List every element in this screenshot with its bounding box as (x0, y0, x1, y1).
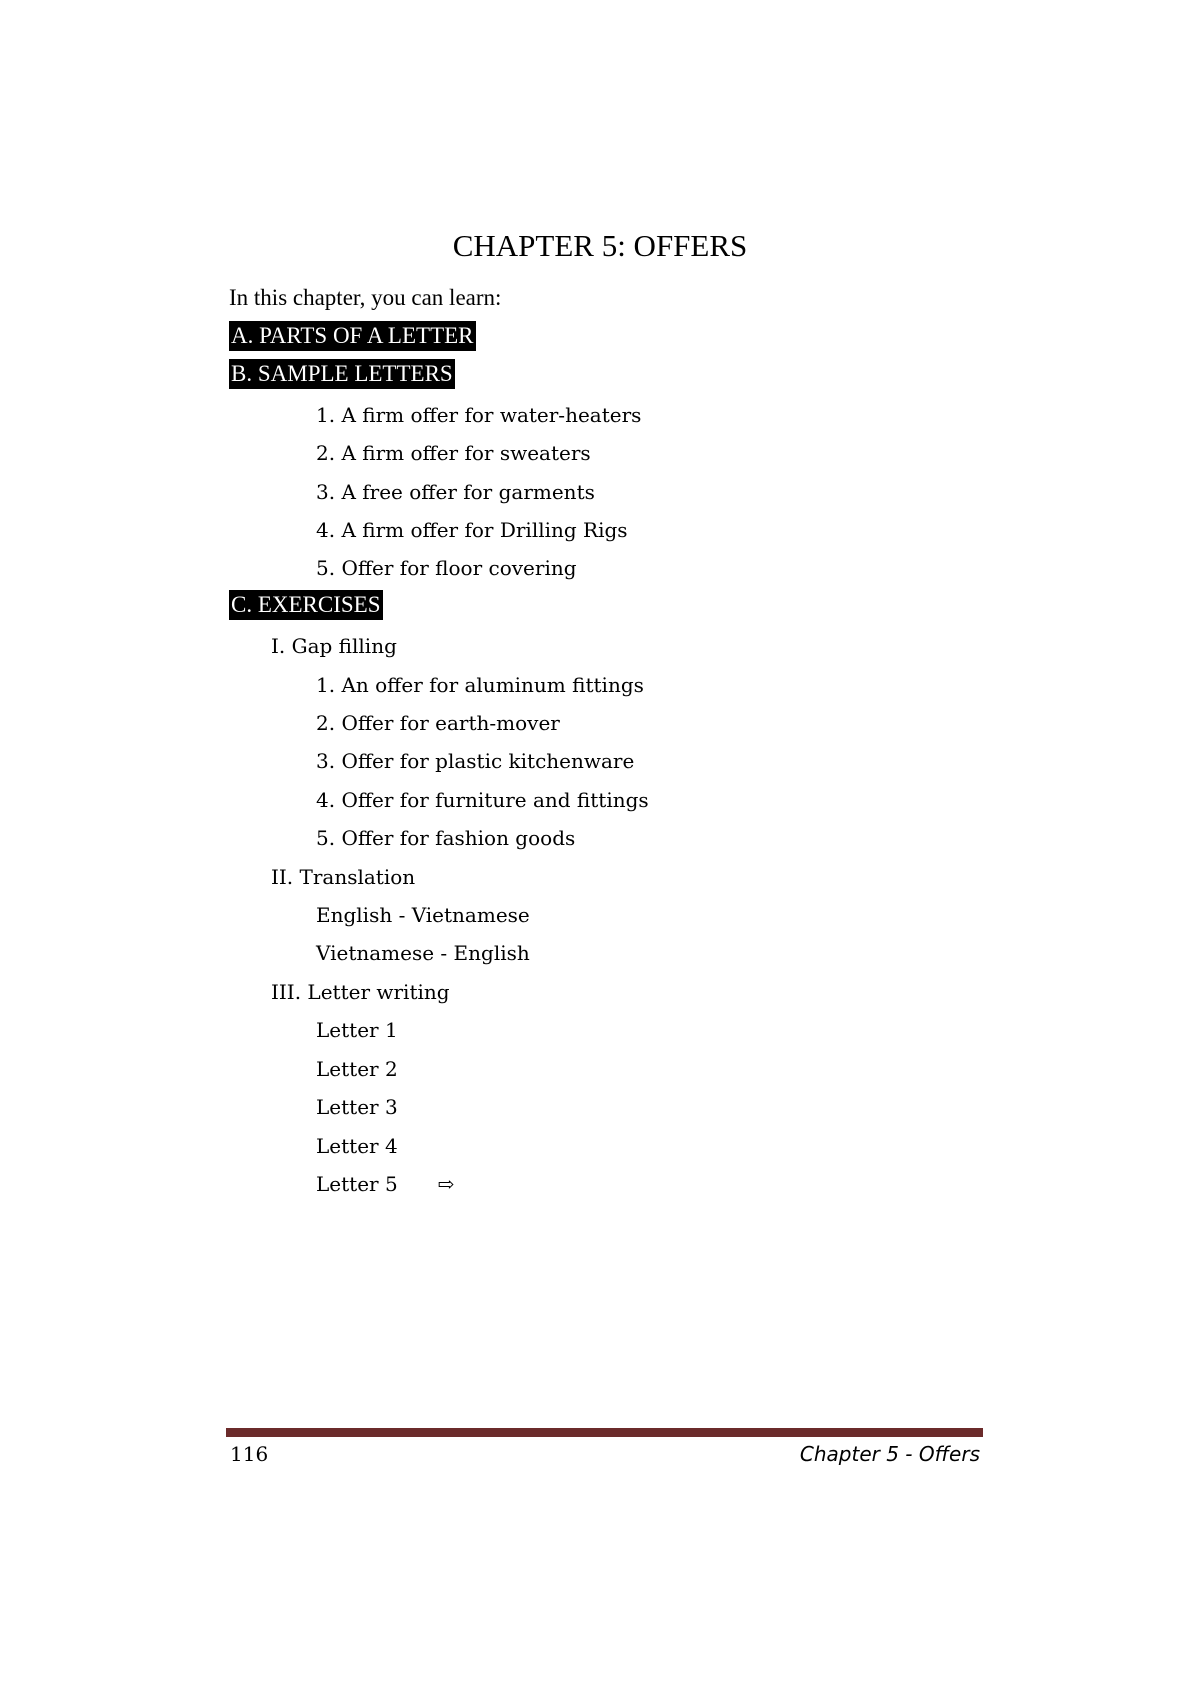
toc-item-gap-filling-2[interactable]: 2. Offer for earth-mover (316, 711, 560, 735)
toc-item-sample-letter-4[interactable]: 4. A firm offer for Drilling Rigs (316, 518, 628, 542)
toc-item-letter-3[interactable]: Letter 3 (316, 1095, 398, 1119)
page-number: 116 (230, 1442, 269, 1466)
section-heading-parts-of-a-letter[interactable]: A. PARTS OF A LETTER (229, 321, 476, 351)
toc-item-letter-2[interactable]: Letter 2 (316, 1057, 398, 1081)
chapter-title: CHAPTER 5: OFFERS (452, 228, 748, 263)
toc-item-gap-filling-4[interactable]: 4. Offer for furniture and fittings (316, 788, 649, 812)
section-heading-sample-letters[interactable]: B. SAMPLE LETTERS (229, 359, 455, 389)
running-header: Chapter 5 - Offers (799, 1442, 980, 1466)
toc-item-sample-letter-1[interactable]: 1. A firm offer for water-heaters (316, 403, 642, 427)
section-heading-exercises[interactable]: C. EXERCISES (229, 590, 383, 620)
toc-item-letter-5-row (316, 1171, 454, 1197)
toc-subsection-letter-writing[interactable]: III. Letter writing (271, 980, 450, 1004)
toc-item-sample-letter-5[interactable]: 5. Offer for floor covering (316, 556, 577, 580)
toc-item-translation-vi-en[interactable]: Vietnamese - English (316, 941, 530, 965)
toc-item-letter-4[interactable]: Letter 4 (316, 1134, 398, 1158)
toc-item-letter-5[interactable]: Letter 5 (316, 1172, 398, 1196)
toc-subsection-gap-filling[interactable]: I. Gap filling (271, 634, 397, 658)
toc-item-sample-letter-3[interactable]: 3. A free offer for garments (316, 480, 595, 504)
toc-item-translation-en-vi[interactable]: English - Vietnamese (316, 903, 530, 927)
toc-subsection-translation[interactable]: II. Translation (271, 865, 416, 889)
toc-item-gap-filling-5[interactable]: 5. Offer for fashion goods (316, 826, 576, 850)
toc-item-sample-letter-2[interactable]: 2. A firm offer for sweaters (316, 441, 591, 465)
toc-item-gap-filling-1[interactable]: 1. An offer for aluminum fittings (316, 673, 644, 697)
right-arrow-icon[interactable]: ⇨ (437, 1172, 455, 1196)
intro-text: In this chapter, you can learn: (229, 285, 502, 310)
footer-rule (226, 1428, 983, 1437)
toc-item-gap-filling-3[interactable]: 3. Offer for plastic kitchenware (316, 749, 635, 773)
toc-item-letter-1[interactable]: Letter 1 (316, 1018, 398, 1042)
